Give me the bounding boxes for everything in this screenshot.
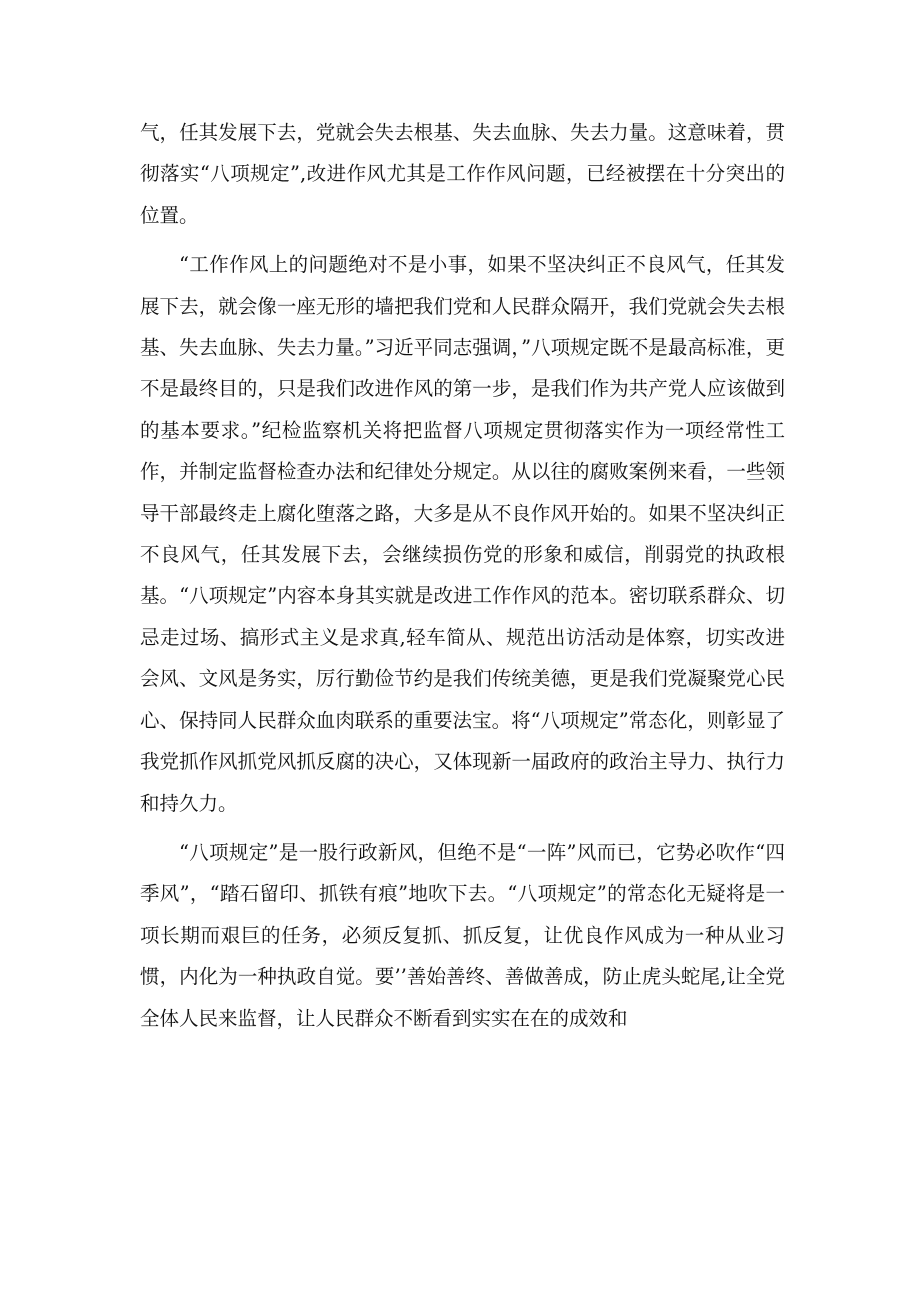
paragraph-continuation: 气，任其发展下去，党就会失去根基、失去血脉、失去力量。这意味着，贯彻落实“八项规定”,改进作风尤其是工作作风问题，已经被摆在十分突出的位置。	[140, 121, 785, 227]
paragraph-work-style: “工作作风上的问题绝对不是小事，如果不坚决纠正不良风气，任其发展下去，就会像一座无形的墙把我们党和人民群众隔开，我们党就会失去根基、失去血脉、失去力量。”习近平同志强调，”八项规定既不是最高标准，更不是最终目的，只是我们改进作风的第一步，是我们作为共产党人应该做到的基本要求。”纪检监察机关将把监督八项规定贯彻落实作为一项经常性工作，并制定监督检查办法和纪律处分规定。从以往的腐败案例来看，一些领导干部最终走上腐化堕落之路，大多是从不良作风开始的。如果不坚决纠正不良风气，任其发展下去，会继续损伤党的形象和威信，削弱党的执政根基。“八项规定”内容本身其实就是改进工作作风的范本。密切联系群众、切忌走过场、搞形式主义是求真,轻车简从、规范出访活动是体察，切实改进会风、文风是务实，厉行勤俭节约是我们传统美德，更是我们党凝聚党心民心、保持同人民群众血肉联系的重要法宝。将“八项规定”常态化，则彰显了我党抓作风抓党风抓反腐的决心，又体现新一届政府的政治主导力、执行力和持久力。	[140, 253, 785, 815]
paragraph-new-wind: “八项规定”是一股行政新风，但绝不是“一阵”风而已，它势必吹作“四季风”，“踏石留印、抓铁有痕”地吹下去。“八项规定”的常态化无疑将是一项长期而艰巨的任务，必须反复抓、抓反复，让优良作风成为一种从业习惯，内化为一种执政自觉。要’’善始善终、善做善成，防止虎头蛇尾,让全党全体人民来监督，让人民群众不断看到实实在在的成效和	[140, 840, 785, 1030]
document-body	[140, 112, 785, 1039]
